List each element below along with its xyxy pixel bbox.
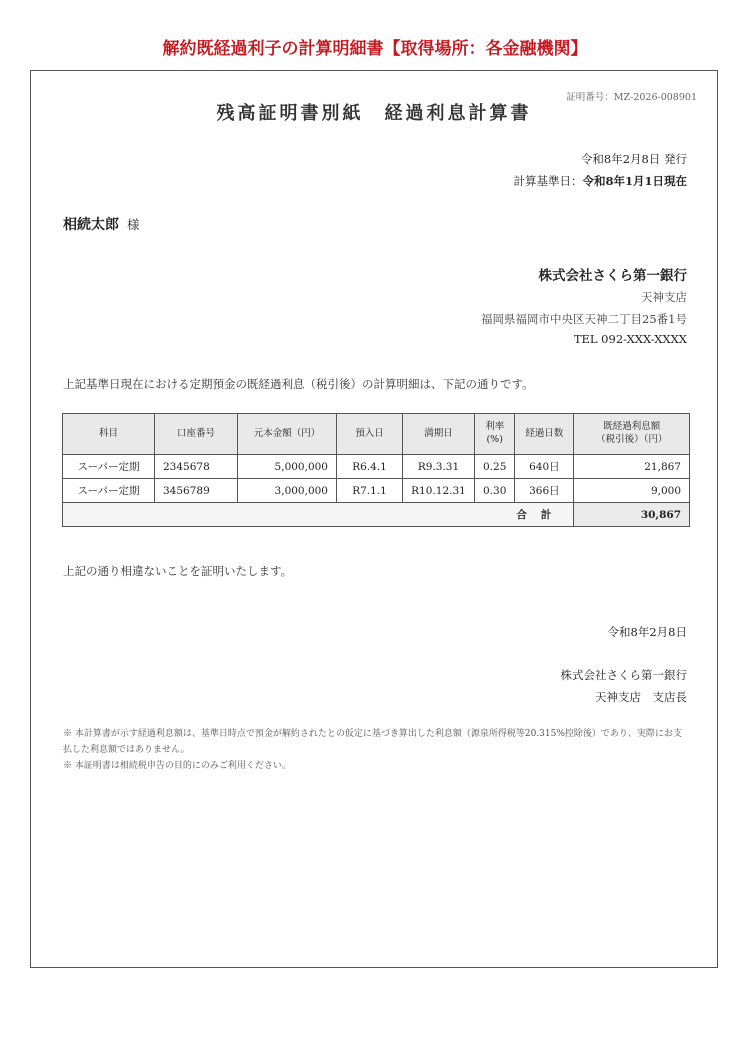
certificate-number: 証明番号：MZ-2026-008901 xyxy=(566,92,697,103)
total-value: 30,867 xyxy=(574,503,690,527)
footnote: ※ 本証明書は相続税申告の目的にのみご利用ください。 xyxy=(63,760,291,771)
issue-date: 令和8年2月8日 発行 xyxy=(580,152,687,166)
recipient-name: 相続太郎 xyxy=(63,217,119,233)
cell-days: 640日 xyxy=(515,455,574,479)
table-row xyxy=(63,455,690,479)
header-interest: 既経過利息額 （税引後）（円） xyxy=(574,414,690,455)
header-principal: 元本金額（円） xyxy=(238,414,337,455)
cell-deposit-date: R6.4.1 xyxy=(337,455,403,479)
cell-maturity-date: R9.3.31 xyxy=(403,455,475,479)
page-banner: 解約既経過利子の計算明細書【取得場所：各金融機関】 xyxy=(162,39,588,59)
cell-account: 3456789 xyxy=(155,479,238,503)
recipient xyxy=(63,214,140,234)
branch-name: 天神支店 xyxy=(641,290,687,304)
header-account: 口座番号 xyxy=(155,414,238,455)
bank-name: 株式会社さくら第一銀行 xyxy=(538,268,687,284)
cell-rate: 0.25 xyxy=(475,455,515,479)
cell-deposit-date: R7.1.1 xyxy=(337,479,403,503)
cell-rate: 0.30 xyxy=(475,479,515,503)
recipient-suffix: 様 xyxy=(127,217,140,232)
certification-text: 上記の通り相違ないことを証明いたします。 xyxy=(63,564,293,578)
intro-text: 上記基準日現在における定期預金の既経過利息（税引後）の計算明細は、下記の通りです。 xyxy=(63,377,534,391)
bank-address: 福岡県福岡市中央区天神二丁目25番1号 xyxy=(481,312,687,326)
table-total-row xyxy=(63,503,690,527)
basis-date xyxy=(513,173,687,189)
signature-bank: 株式会社さくら第一銀行 xyxy=(560,668,687,682)
footnote: ※ 本計算書が示す経過利息額は、基準日時点で預金が解約されたとの仮定に基づき算出した利息額（源泉所得税等20.315%控除後）であり、実際にお支払した利息額ではありません。 xyxy=(63,729,682,755)
cell-days: 366日 xyxy=(515,479,574,503)
total-label: 合計 xyxy=(63,503,574,527)
header-item: 科目 xyxy=(63,414,155,455)
document-title: 残高証明書別紙 経過利息計算書 xyxy=(216,103,532,124)
bank-tel: TEL 092-XXX-XXXX xyxy=(573,332,687,346)
header-rate: 利率 (%) xyxy=(475,414,515,455)
cell-interest: 21,867 xyxy=(574,455,690,479)
signature-date: 令和8年2月8日 xyxy=(607,625,687,639)
cell-maturity-date: R10.12.31 xyxy=(403,479,475,503)
table-row xyxy=(63,479,690,503)
header-deposit-date: 預入日 xyxy=(337,414,403,455)
header-days: 経過日数 xyxy=(515,414,574,455)
table-header-row xyxy=(63,414,690,455)
basis-label: 計算基準日： xyxy=(513,174,583,188)
basis-value: 令和8年1月1日現在 xyxy=(582,174,687,188)
header-maturity-date: 満期日 xyxy=(403,414,475,455)
cell-account: 2345678 xyxy=(155,455,238,479)
cell-interest: 9,000 xyxy=(574,479,690,503)
cell-item: スーパー定期 xyxy=(63,455,155,479)
cell-principal: 3,000,000 xyxy=(238,479,337,503)
footnotes xyxy=(63,727,683,774)
cell-principal: 5,000,000 xyxy=(238,455,337,479)
statement-document xyxy=(30,70,718,968)
signature-manager: 天神支店 支店長 xyxy=(595,690,687,704)
interest-table xyxy=(62,413,690,527)
cell-item: スーパー定期 xyxy=(63,479,155,503)
